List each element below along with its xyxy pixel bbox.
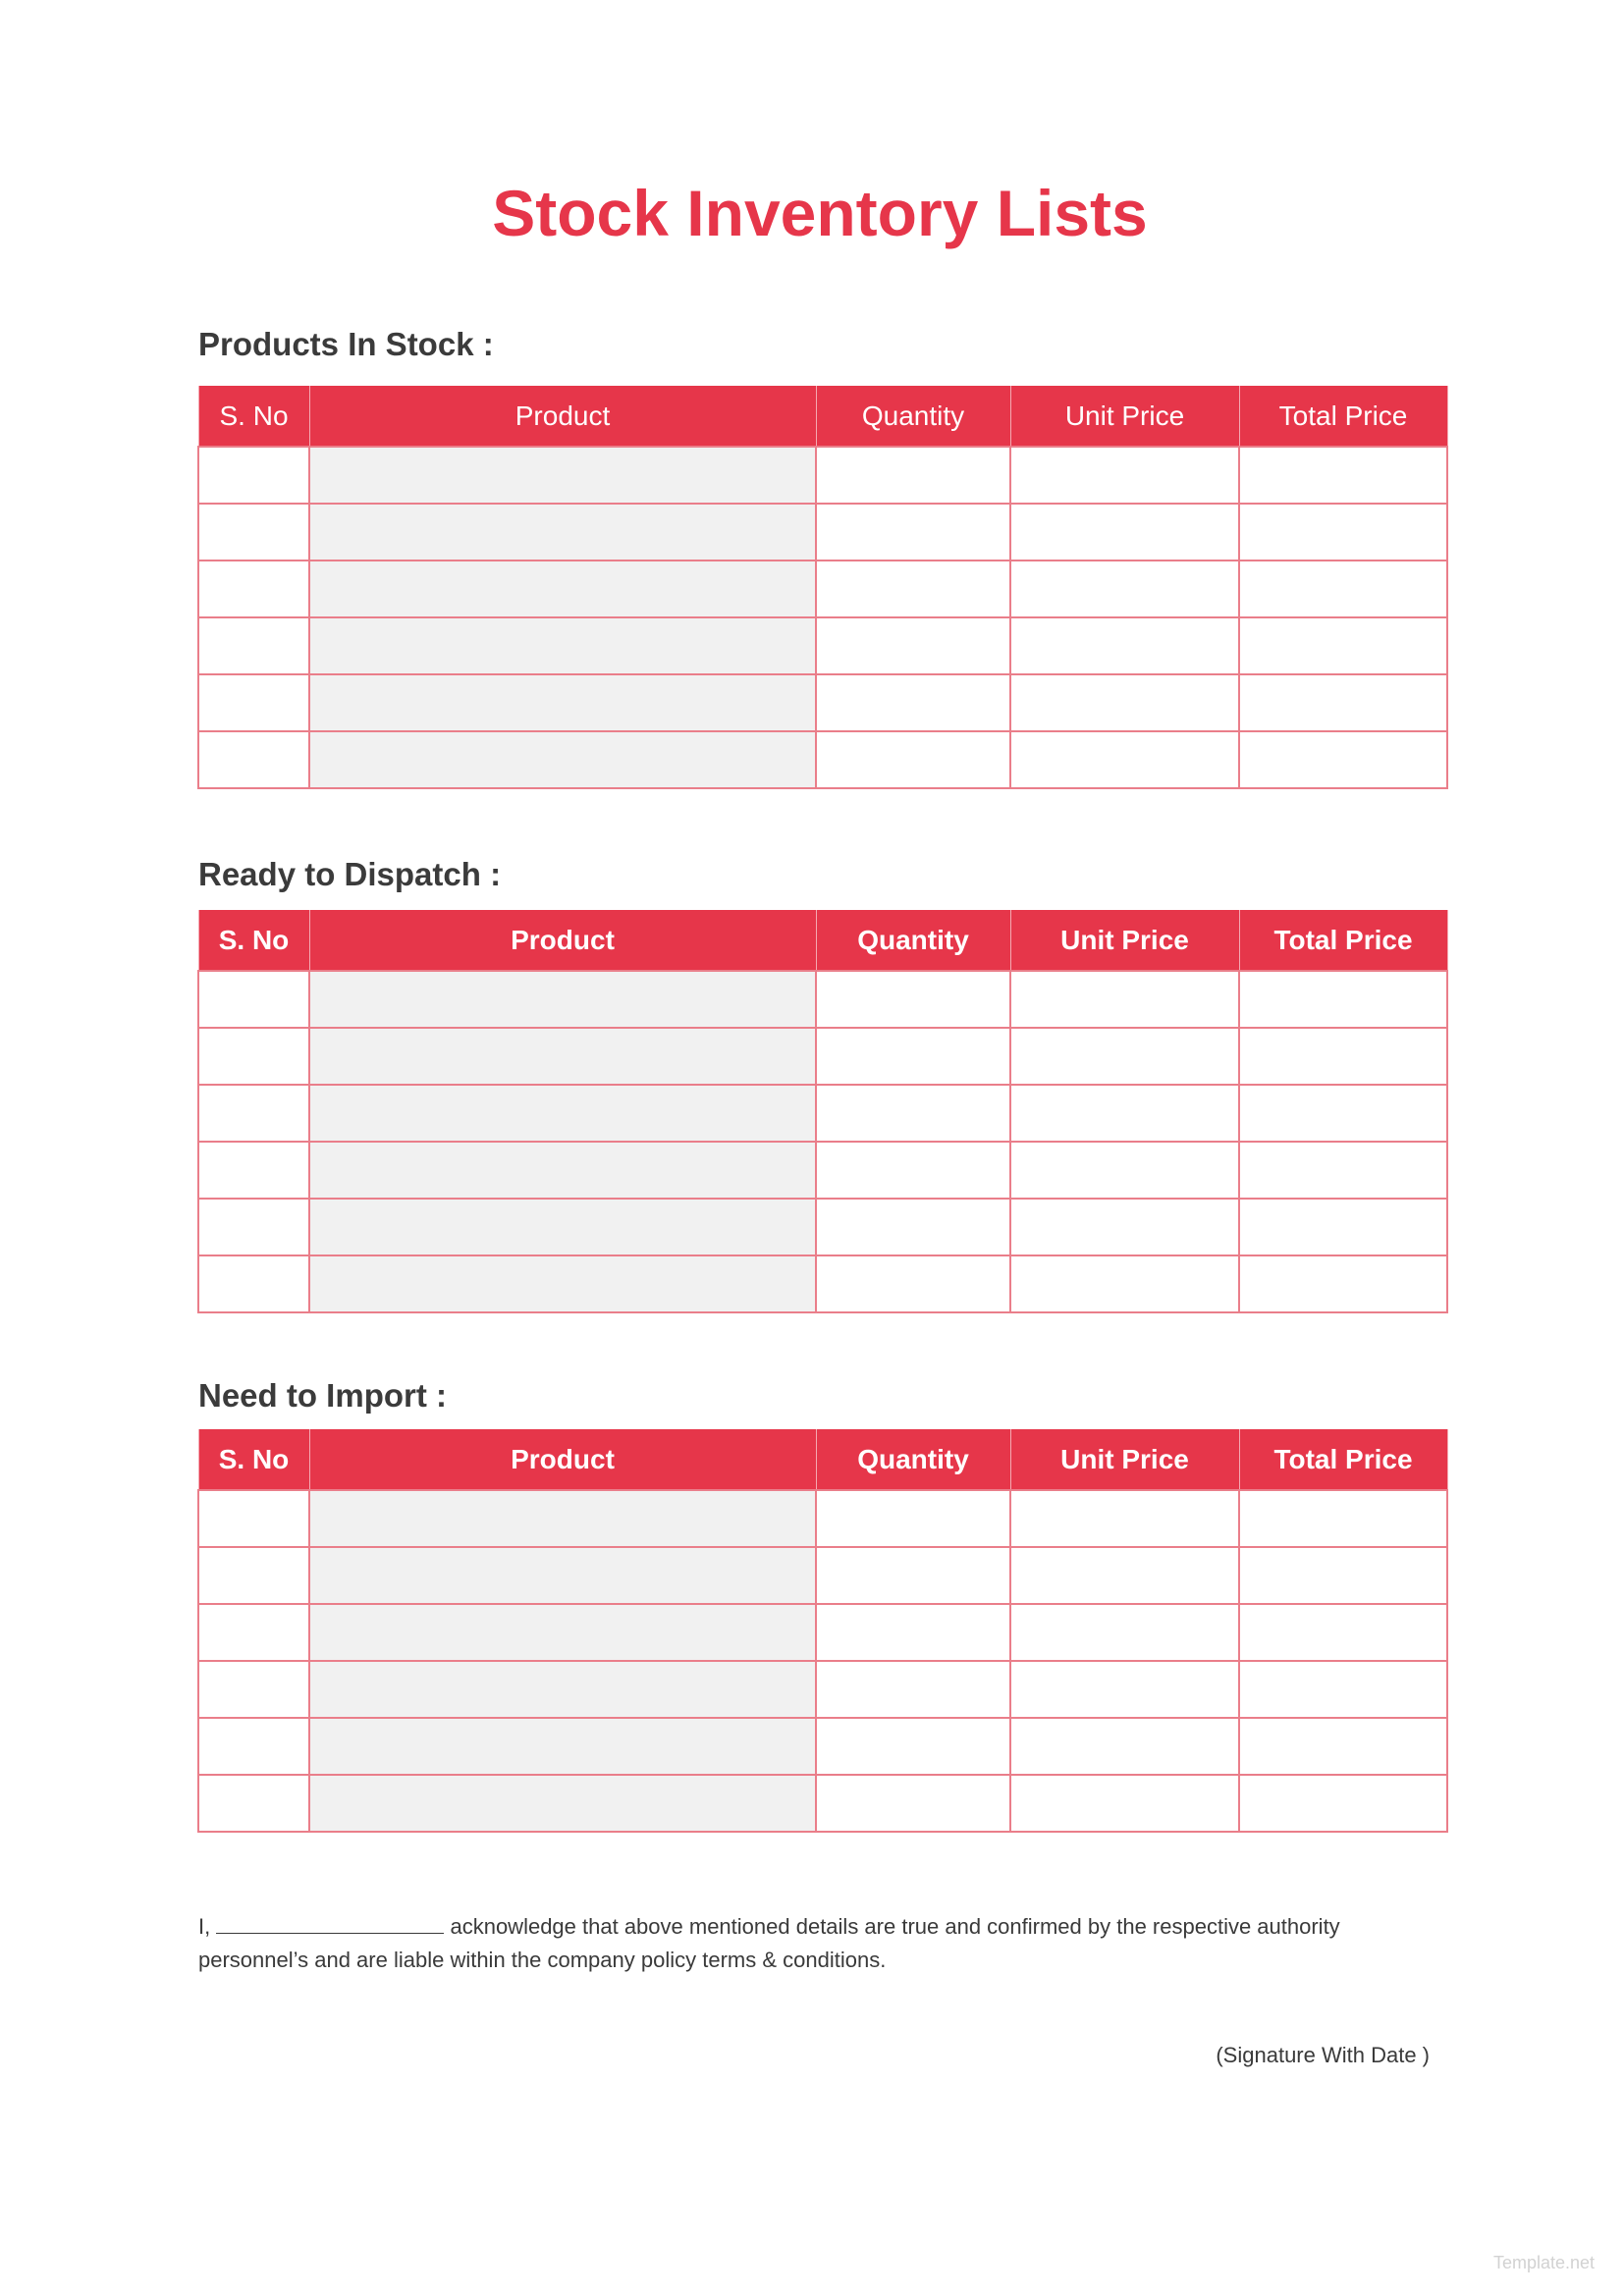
product-cell[interactable] bbox=[309, 561, 816, 617]
quantity-cell[interactable] bbox=[816, 1547, 1010, 1604]
column-header-total-price: Total Price bbox=[1239, 386, 1447, 447]
column-header-total-price: Total Price bbox=[1239, 1429, 1447, 1490]
quantity-cell[interactable] bbox=[816, 674, 1010, 731]
unit-price-cell[interactable] bbox=[1010, 561, 1239, 617]
quantity-cell[interactable] bbox=[816, 447, 1010, 504]
unit-price-cell[interactable] bbox=[1010, 971, 1239, 1028]
unit-price-cell[interactable] bbox=[1010, 1490, 1239, 1547]
product-cell[interactable] bbox=[309, 1490, 816, 1547]
column-header-sno: S. No bbox=[198, 1429, 309, 1490]
total-price-cell[interactable] bbox=[1239, 1661, 1447, 1718]
unit-price-cell[interactable] bbox=[1010, 674, 1239, 731]
table-header-row bbox=[198, 910, 1447, 971]
quantity-cell[interactable] bbox=[816, 1142, 1010, 1199]
sno-cell[interactable] bbox=[198, 1718, 309, 1775]
table-header-row bbox=[198, 386, 1447, 447]
section-heading-need-to-import: Need to Import : bbox=[198, 1377, 447, 1414]
declaration-prefix: I, bbox=[198, 1914, 211, 1939]
quantity-cell[interactable] bbox=[816, 504, 1010, 561]
column-header-product: Product bbox=[309, 1429, 816, 1490]
unit-price-cell[interactable] bbox=[1010, 1199, 1239, 1255]
table-row bbox=[198, 731, 1447, 788]
product-cell[interactable] bbox=[309, 1085, 816, 1142]
quantity-cell[interactable] bbox=[816, 617, 1010, 674]
total-price-cell[interactable] bbox=[1239, 1028, 1447, 1085]
column-header-sno: S. No bbox=[198, 386, 309, 447]
table-header-row bbox=[198, 1429, 1447, 1490]
table-need-to-import bbox=[197, 1429, 1448, 1833]
total-price-cell[interactable] bbox=[1239, 1490, 1447, 1547]
sno-cell[interactable] bbox=[198, 1775, 309, 1832]
total-price-cell[interactable] bbox=[1239, 1775, 1447, 1832]
sno-cell[interactable] bbox=[198, 1142, 309, 1199]
table-row bbox=[198, 1604, 1447, 1661]
product-cell[interactable] bbox=[309, 971, 816, 1028]
quantity-cell[interactable] bbox=[816, 1718, 1010, 1775]
total-price-cell[interactable] bbox=[1239, 561, 1447, 617]
table-row bbox=[198, 674, 1447, 731]
table-row bbox=[198, 971, 1447, 1028]
total-price-cell[interactable] bbox=[1239, 617, 1447, 674]
unit-price-cell[interactable] bbox=[1010, 1775, 1239, 1832]
unit-price-cell[interactable] bbox=[1010, 1255, 1239, 1312]
product-cell[interactable] bbox=[309, 1142, 816, 1199]
product-cell[interactable] bbox=[309, 731, 816, 788]
declaration-line-1: acknowledge that above mentioned details are true and confirmed by the respective authority bbox=[444, 1914, 1340, 1939]
section-heading-ready-to-dispatch: Ready to Dispatch : bbox=[198, 856, 502, 892]
declaration-line-2: personnel’s and are liable within the company policy terms & conditions. bbox=[198, 1948, 887, 1972]
product-cell[interactable] bbox=[309, 1255, 816, 1312]
column-header-total-price: Total Price bbox=[1239, 910, 1447, 971]
unit-price-cell[interactable] bbox=[1010, 731, 1239, 788]
signature-label: (Signature With Date ) bbox=[1216, 2043, 1430, 2067]
sno-cell[interactable] bbox=[198, 561, 309, 617]
unit-price-cell[interactable] bbox=[1010, 1604, 1239, 1661]
page-title: Stock Inventory Lists bbox=[492, 177, 1148, 249]
column-header-quantity: Quantity bbox=[816, 386, 1010, 447]
total-price-cell[interactable] bbox=[1239, 971, 1447, 1028]
table-row bbox=[198, 1028, 1447, 1085]
column-header-sno: S. No bbox=[198, 910, 309, 971]
product-cell[interactable] bbox=[309, 1775, 816, 1832]
quantity-cell[interactable] bbox=[816, 1255, 1010, 1312]
product-cell[interactable] bbox=[309, 1028, 816, 1085]
product-cell[interactable] bbox=[309, 447, 816, 504]
unit-price-cell[interactable] bbox=[1010, 447, 1239, 504]
total-price-cell[interactable] bbox=[1239, 1255, 1447, 1312]
table-row bbox=[198, 561, 1447, 617]
unit-price-cell[interactable] bbox=[1010, 1718, 1239, 1775]
sno-cell[interactable] bbox=[198, 1547, 309, 1604]
table-row bbox=[198, 1255, 1447, 1312]
table-row bbox=[198, 1775, 1447, 1832]
product-cell[interactable] bbox=[309, 1199, 816, 1255]
total-price-cell[interactable] bbox=[1239, 1199, 1447, 1255]
quantity-cell[interactable] bbox=[816, 1199, 1010, 1255]
product-cell[interactable] bbox=[309, 674, 816, 731]
table-row bbox=[198, 1199, 1447, 1255]
table-ready-to-dispatch bbox=[197, 910, 1448, 1313]
sno-cell[interactable] bbox=[198, 1661, 309, 1718]
sno-cell[interactable] bbox=[198, 617, 309, 674]
table-row bbox=[198, 1142, 1447, 1199]
sno-cell[interactable] bbox=[198, 1255, 309, 1312]
column-header-quantity: Quantity bbox=[816, 910, 1010, 971]
unit-price-cell[interactable] bbox=[1010, 1661, 1239, 1718]
unit-price-cell[interactable] bbox=[1010, 617, 1239, 674]
name-blank-field[interactable] bbox=[216, 1913, 444, 1934]
sno-cell[interactable] bbox=[198, 447, 309, 504]
quantity-cell[interactable] bbox=[816, 1661, 1010, 1718]
unit-price-cell[interactable] bbox=[1010, 1085, 1239, 1142]
table-row bbox=[198, 504, 1447, 561]
total-price-cell[interactable] bbox=[1239, 674, 1447, 731]
sno-cell[interactable] bbox=[198, 1028, 309, 1085]
table-products-in-stock bbox=[197, 386, 1448, 789]
sno-cell[interactable] bbox=[198, 1604, 309, 1661]
sno-cell[interactable] bbox=[198, 971, 309, 1028]
table-row bbox=[198, 1085, 1447, 1142]
quantity-cell[interactable] bbox=[816, 1028, 1010, 1085]
sno-cell[interactable] bbox=[198, 504, 309, 561]
watermark: Template.net bbox=[1492, 2253, 1595, 2272]
section-heading-products-in-stock: Products In Stock : bbox=[198, 326, 494, 362]
total-price-cell[interactable] bbox=[1239, 731, 1447, 788]
column-header-product: Product bbox=[309, 910, 816, 971]
table-row bbox=[198, 447, 1447, 504]
column-header-unit-price: Unit Price bbox=[1010, 386, 1239, 447]
sno-cell[interactable] bbox=[198, 1490, 309, 1547]
product-cell[interactable] bbox=[309, 1661, 816, 1718]
total-price-cell[interactable] bbox=[1239, 1718, 1447, 1775]
total-price-cell[interactable] bbox=[1239, 1142, 1447, 1199]
sno-cell[interactable] bbox=[198, 674, 309, 731]
column-header-quantity: Quantity bbox=[816, 1429, 1010, 1490]
quantity-cell[interactable] bbox=[816, 1775, 1010, 1832]
quantity-cell[interactable] bbox=[816, 1490, 1010, 1547]
quantity-cell[interactable] bbox=[816, 1085, 1010, 1142]
sno-cell[interactable] bbox=[198, 1199, 309, 1255]
quantity-cell[interactable] bbox=[816, 1604, 1010, 1661]
table-row bbox=[198, 1661, 1447, 1718]
table-row bbox=[198, 1547, 1447, 1604]
quantity-cell[interactable] bbox=[816, 561, 1010, 617]
unit-price-cell[interactable] bbox=[1010, 1028, 1239, 1085]
product-cell[interactable] bbox=[309, 617, 816, 674]
quantity-cell[interactable] bbox=[816, 971, 1010, 1028]
total-price-cell[interactable] bbox=[1239, 504, 1447, 561]
sno-cell[interactable] bbox=[198, 731, 309, 788]
total-price-cell[interactable] bbox=[1239, 1604, 1447, 1661]
table-row bbox=[198, 1490, 1447, 1547]
column-header-unit-price: Unit Price bbox=[1010, 910, 1239, 971]
product-cell[interactable] bbox=[309, 1604, 816, 1661]
quantity-cell[interactable] bbox=[816, 731, 1010, 788]
product-cell[interactable] bbox=[309, 1718, 816, 1775]
product-cell[interactable] bbox=[309, 1547, 816, 1604]
unit-price-cell[interactable] bbox=[1010, 1547, 1239, 1604]
column-header-product: Product bbox=[309, 386, 816, 447]
table-row bbox=[198, 617, 1447, 674]
product-cell[interactable] bbox=[309, 504, 816, 561]
unit-price-cell[interactable] bbox=[1010, 504, 1239, 561]
total-price-cell[interactable] bbox=[1239, 1547, 1447, 1604]
table-row bbox=[198, 1718, 1447, 1775]
sno-cell[interactable] bbox=[198, 1085, 309, 1142]
unit-price-cell[interactable] bbox=[1010, 1142, 1239, 1199]
column-header-unit-price: Unit Price bbox=[1010, 1429, 1239, 1490]
declaration-statement bbox=[198, 1910, 1475, 1977]
total-price-cell[interactable] bbox=[1239, 447, 1447, 504]
total-price-cell[interactable] bbox=[1239, 1085, 1447, 1142]
